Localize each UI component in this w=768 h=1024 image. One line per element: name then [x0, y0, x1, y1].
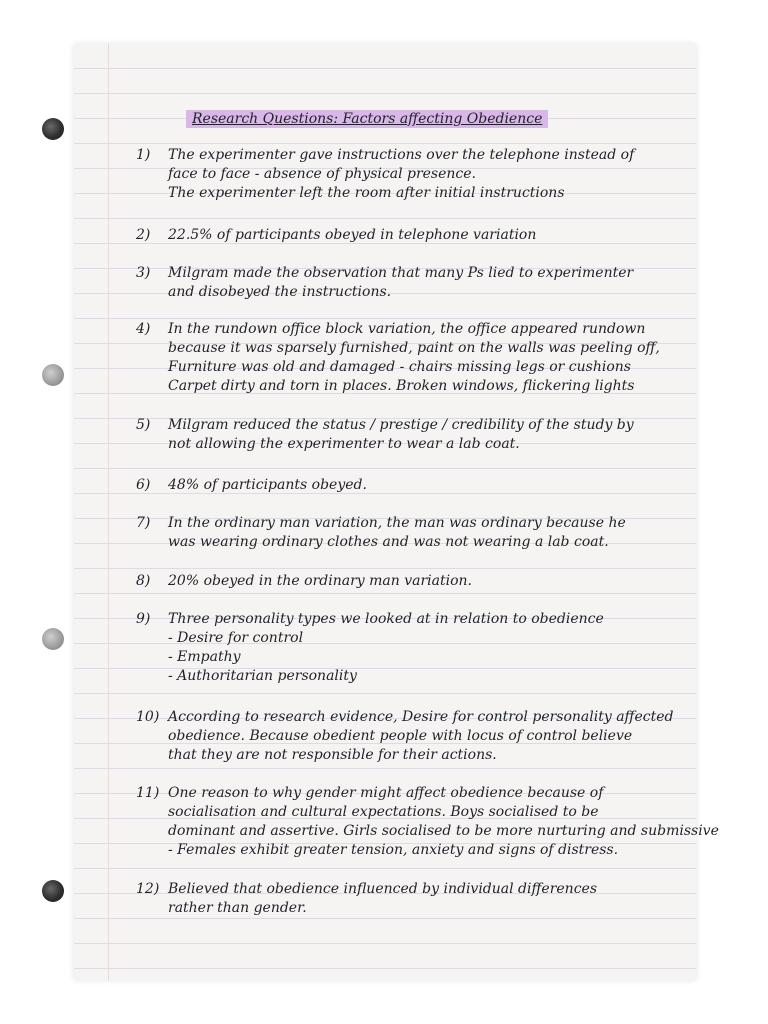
item-text: 48% of participants obeyed.: [168, 477, 367, 493]
item-text: dominant and assertive. Girls socialised to be more nurturing and submissive: [168, 823, 719, 839]
notebook-page: [74, 44, 719, 980]
punch-hole: [42, 364, 64, 386]
item-text: socialisation and cultural expectations. Boys socialised to be: [168, 804, 599, 820]
punch-hole: [42, 880, 64, 902]
item-text: 22.5% of participants obeyed in telephone variation: [168, 227, 537, 243]
item-text: - Desire for control: [168, 630, 304, 646]
item-text: One reason to why gender might affect obedience because of: [168, 785, 604, 801]
item-text: rather than gender.: [168, 900, 307, 916]
item-number: 9): [136, 611, 151, 627]
punch-hole: [42, 628, 64, 650]
item-number: 7): [136, 515, 151, 531]
item-text: obedience. Because obedient people with locus of control believe: [168, 728, 633, 744]
item-number: 2): [136, 227, 151, 243]
item-number: 1): [136, 147, 151, 163]
margin-line: [108, 44, 109, 980]
list-item: [136, 476, 692, 495]
item-text: - Empathy: [168, 649, 241, 665]
item-text: Believed that obedience influenced by individual differences: [168, 881, 598, 897]
item-number: 11): [136, 785, 160, 801]
punch-hole: [42, 118, 64, 140]
list-item: [136, 784, 719, 860]
item-text: Three personality types we looked at in relation to obedience: [168, 611, 604, 627]
list-item: [136, 226, 692, 245]
list-item: [136, 320, 692, 396]
item-text: Milgram made the observation that many Ps lied to experimenter: [168, 265, 634, 281]
list-item: [136, 146, 692, 203]
item-text: because it was sparsely furnished, paint on the walls was peeling off,: [168, 340, 660, 356]
item-text: In the ordinary man variation, the man was ordinary because he: [168, 515, 626, 531]
list-item: [136, 514, 692, 552]
item-number: 10): [136, 709, 160, 725]
item-number: 5): [136, 417, 151, 433]
item-text: was wearing ordinary clothes and was not wearing a lab coat.: [168, 534, 609, 550]
list-item: [136, 264, 692, 302]
item-text: The experimenter left the room after initial instructions: [168, 185, 565, 201]
list-item: [136, 708, 692, 765]
list-item: [136, 416, 692, 454]
item-text: According to research evidence, Desire for control personality affected: [168, 709, 674, 725]
item-text: The experimenter gave instructions over the telephone instead of: [168, 147, 635, 163]
item-text: - Females exhibit greater tension, anxiety and signs of distress.: [168, 842, 619, 858]
item-number: 8): [136, 573, 151, 589]
item-text: Furniture was old and damaged - chairs missing legs or cushions: [168, 359, 631, 375]
item-text: - Authoritarian personality: [168, 668, 357, 684]
item-text: Carpet dirty and torn in places. Broken windows, flickering lights: [168, 378, 635, 394]
item-number: 3): [136, 265, 151, 281]
item-text: Milgram reduced the status / prestige / credibility of the study by: [168, 417, 634, 433]
list-item: [136, 610, 692, 686]
item-number: 4): [136, 321, 151, 337]
list-item: [136, 880, 692, 918]
item-text: not allowing the experimenter to wear a lab coat.: [168, 436, 520, 452]
item-number: 6): [136, 477, 151, 493]
item-number: 12): [136, 881, 160, 897]
item-text: 20% obeyed in the ordinary man variation.: [168, 573, 473, 589]
item-text: and disobeyed the instructions.: [168, 284, 392, 300]
list-item: [136, 572, 692, 591]
item-text: face to face - absence of physical presence.: [168, 166, 476, 182]
page-title: Research Questions: Factors affecting Obedience: [186, 110, 548, 128]
item-text: In the rundown office block variation, the office appeared rundown: [168, 321, 646, 337]
item-text: that they are not responsible for their actions.: [168, 747, 497, 763]
